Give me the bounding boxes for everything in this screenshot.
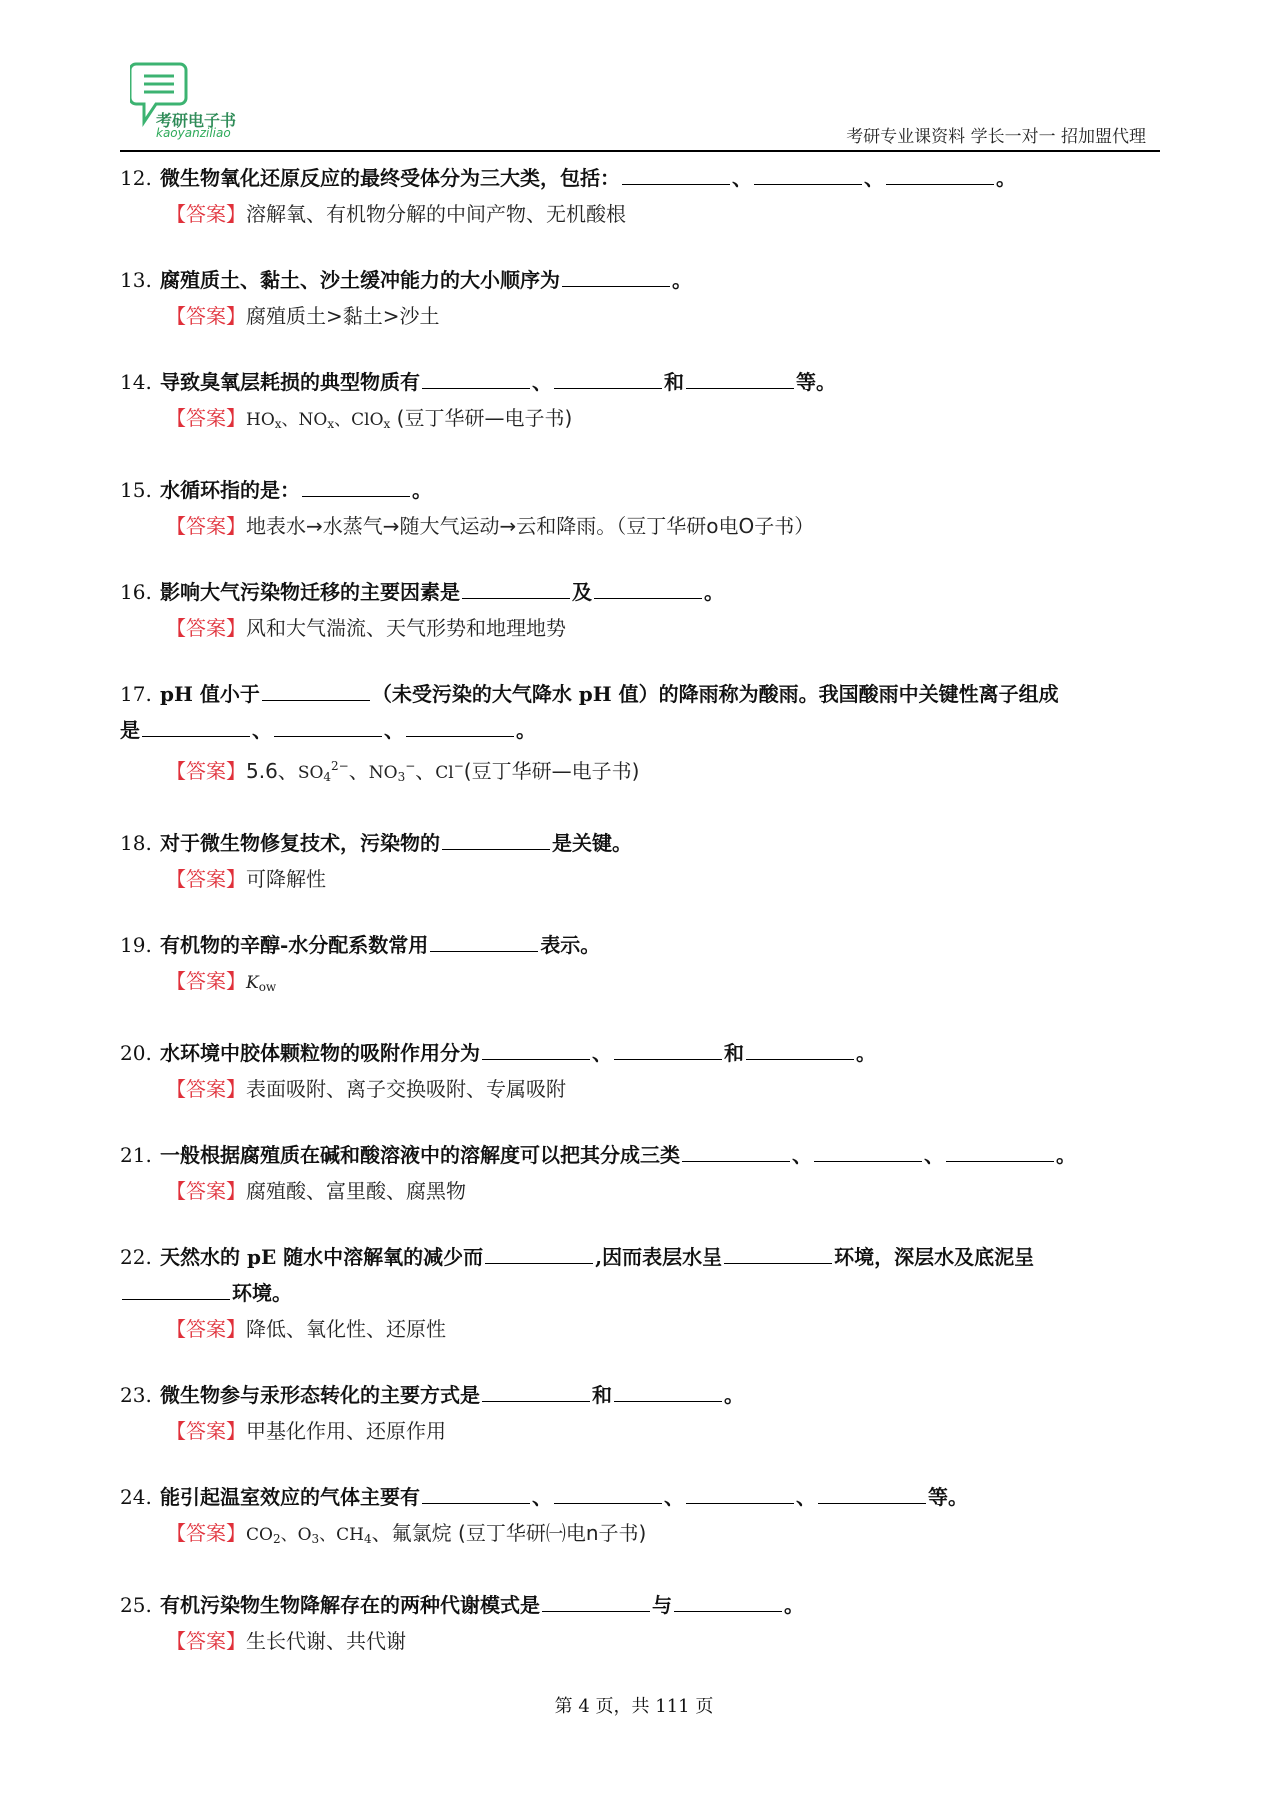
question-text [120,1035,1160,1071]
separator: 、 [792,1143,812,1167]
question-stem: 水环境中胶体颗粒物的吸附作用分为 [160,1041,480,1065]
question-stem: 天然水的 pE 随水中溶解氧的减少而 [160,1245,484,1269]
question-number: 17. [120,682,152,706]
separator: 。 [724,1383,744,1407]
question-text [120,364,1160,400]
subscript: 4 [364,1532,372,1546]
answer-tag: 【答案】 [166,1179,246,1203]
separator: 是关键。 [552,831,632,855]
answer-text: 腐殖质土>黏土>沙土 [246,304,440,328]
separator: 、 [664,1485,684,1509]
answer-blank [674,1589,782,1612]
separator: 、 [924,1143,944,1167]
answer-blank [422,366,530,389]
answer-text: 甲基化作用、还原作用 [246,1419,446,1443]
answer-text: 表面吸附、离子交换吸附、专属吸附 [246,1077,566,1101]
question-23 [120,1377,1160,1449]
question-25 [120,1587,1160,1659]
question-text [120,574,1160,610]
answer-text: HO [246,410,275,430]
separator: 。 [704,580,724,604]
answer-line [120,298,1160,334]
answer-blank [554,366,662,389]
question-text [120,1587,1160,1623]
question-stem: 有机物的辛醇-水分配系数常用 [160,933,429,957]
question-stem: 腐殖质土、黏土、沙土缓冲能力的大小顺序为 [160,268,560,292]
question-stem: 有机污染物生物降解存在的两种代谢模式是 [160,1593,540,1617]
question-text [120,472,1160,508]
answer-blank [406,714,514,737]
answer-line [120,1311,1160,1347]
separator: 、 [796,1485,816,1509]
answer-tag: 【答案】 [166,202,246,226]
answer-line [120,861,1160,897]
question-18 [120,825,1160,897]
subscript: x [383,417,391,431]
subscript: 4 [323,770,332,784]
question-17 [120,676,1160,795]
separator: 、 [732,166,752,190]
answer-line [120,508,1160,544]
question-text [120,1239,1160,1311]
question-stem: ,因而表层水呈 [595,1245,723,1269]
separator: 、 [532,1485,552,1509]
question-stem: 导致臭氧层耗损的典型物质有 [160,370,420,394]
answer-tag: 【答案】 [166,1521,246,1545]
answer-text: CO [246,1525,273,1545]
answer-tag: 【答案】 [166,1317,246,1341]
separator: 、 [864,166,884,190]
separator: 和 [592,1383,612,1407]
question-12 [120,160,1160,232]
answer-text: 降低、氧化性、还原性 [246,1317,446,1341]
answer-text: 溶解氧、有机物分解的中间产物、无机酸根 [246,202,626,226]
answer-blank [946,1139,1054,1162]
answer-text: 生长代谢、共代谢 [246,1629,406,1653]
answer-line [120,1071,1160,1107]
answer-blank [482,1037,590,1060]
subscript: x [327,417,335,431]
logo-subtext: kaoyanziliao [156,126,231,140]
question-16 [120,574,1160,646]
separator: 、 [384,718,404,742]
answer-blank [274,714,382,737]
question-number: 15. [120,478,152,502]
separator: 、 [252,718,272,742]
question-number: 19. [120,933,152,957]
answer-text: SO [297,763,324,783]
answer-line [120,1413,1160,1449]
separator: 。 [1056,1143,1076,1167]
page-footer: 第 4 页，共 111 页 [554,1696,714,1717]
subscript: 3 [311,1532,320,1546]
question-number: 22. [120,1245,152,1269]
answer-tag: 【答案】 [166,304,246,328]
question-text [120,1377,1160,1413]
question-text [120,676,1160,748]
question-15 [120,472,1160,544]
answer-blank [686,366,794,389]
question-stem: 对于微生物修复技术，污染物的 [160,831,440,855]
answer-text: (豆丁华研—电子书) [463,759,640,783]
answer-tag: 【答案】 [166,406,246,430]
superscript: − [405,759,416,773]
question-stem: 微生物参与汞形态转化的主要方式是 [160,1383,480,1407]
answer-text: 风和大气湍流、天气形势和地理地势 [246,616,566,640]
answer-tag: 【答案】 [166,759,246,783]
answer-blank [485,1241,593,1264]
separator: 、 [592,1041,612,1065]
answer-text: 、CH [319,1525,365,1545]
answer-blank [622,162,730,185]
answer-line [120,1515,1160,1557]
separator: 和 [664,370,684,394]
answer-line [120,196,1160,232]
question-stem: 一般根据腐殖质在碱和酸溶液中的溶解度可以把其分成三类 [160,1143,680,1167]
answer-blank [614,1037,722,1060]
answer-tag: 【答案】 [166,616,246,640]
answer-blank [302,474,410,497]
answer-blank [594,576,702,599]
separator: 。 [412,478,432,502]
answer-blank [886,162,994,185]
separator: 表示。 [540,933,601,957]
answer-tag: 【答案】 [166,1419,246,1443]
header-tagline: 考研专业课资料 学长一对一 招加盟代理 [846,127,1146,147]
answer-blank [724,1241,832,1264]
question-stem: （未受污染的大气降水 pH 值）的降雨称为酸雨。我国酸雨中关键性离子组成 [371,682,1059,706]
subscript: 3 [397,770,406,784]
answer-blank [746,1037,854,1060]
answer-blank [122,1277,230,1300]
answer-text: 5.6、 [246,759,298,783]
answer-text: 、氟氯烷 (豆丁华研㈠电n子书) [371,1521,647,1545]
answer-text: 、 [415,759,436,783]
question-stem: 水循环指的是： [160,478,300,502]
question-text [120,1137,1160,1173]
answer-blank [818,1481,926,1504]
question-text [120,1479,1160,1515]
answer-blank [542,1589,650,1612]
answer-tag: 【答案】 [166,1629,246,1653]
answer-text: Cl [435,763,454,783]
question-list [120,160,1160,1659]
question-stem: 能引起温室效应的气体主要有 [160,1485,420,1509]
question-number: 25. [120,1593,152,1617]
answer-text: 地表水→水蒸气→随大气运动→云和降雨。（豆丁华研o电O子书） [246,514,815,538]
separator: 。 [672,268,692,292]
answer-text: NO [368,763,398,783]
answer-blank [482,1379,590,1402]
question-22 [120,1239,1160,1347]
header-divider [120,150,1160,152]
answer-line [120,1623,1160,1659]
question-stem: 微生物氧化还原反应的最终受体分为三大类，包括： [160,166,620,190]
question-13 [120,262,1160,334]
answer-tag: 【答案】 [166,969,246,993]
answer-blank [754,162,862,185]
question-number: 13. [120,268,152,292]
question-number: 18. [120,831,152,855]
subscript: x [274,417,282,431]
separator: 、 [532,370,552,394]
answer-text: K [246,973,259,993]
question-number: 16. [120,580,152,604]
question-text [120,160,1160,196]
separator: 等。 [928,1485,968,1509]
answer-blank [262,678,370,701]
separator: 。 [856,1041,876,1065]
answer-line [120,963,1160,1005]
answer-blank [554,1481,662,1504]
question-19 [120,927,1160,1005]
separator: 等。 [796,370,836,394]
question-stem: pH 值小于 [160,682,260,706]
question-text [120,825,1160,861]
question-number: 21. [120,1143,152,1167]
logo-text: 考研电子书 [156,111,237,130]
separator: 。 [996,166,1016,190]
answer-blank [462,576,570,599]
superscript: − [453,759,464,773]
answer-text: 、ClO [334,410,384,430]
answer-tag: 【答案】 [166,1077,246,1101]
answer-blank [682,1139,790,1162]
question-number: 24. [120,1485,152,1509]
answer-blank [442,827,550,850]
answer-line [120,1173,1160,1209]
question-number: 14. [120,370,152,394]
separator: 和 [724,1041,744,1065]
answer-line [120,748,1160,795]
answer-line [120,610,1160,646]
answer-tag: 【答案】 [166,514,246,538]
separator: 及 [572,580,592,604]
answer-blank [614,1379,722,1402]
question-20 [120,1035,1160,1107]
question-number: 12. [120,166,152,190]
answer-blank [142,714,250,737]
answer-tag: 【答案】 [166,867,246,891]
answer-blank [562,264,670,287]
answer-text: 可降解性 [246,867,326,891]
question-number: 20. [120,1041,152,1065]
question-14 [120,364,1160,442]
page-header [120,58,1160,154]
answer-text: (豆丁华研—电子书) [390,406,573,430]
answer-blank [686,1481,794,1504]
question-text [120,262,1160,298]
question-24 [120,1479,1160,1557]
separator: 是 [120,718,140,742]
answer-text: 、 [348,759,369,783]
answer-blank [814,1139,922,1162]
question-text [120,927,1160,963]
answer-text: 腐殖酸、富里酸、腐黑物 [246,1179,466,1203]
superscript: 2− [331,759,349,773]
question-stem: 环境。 [232,1281,292,1305]
question-stem: 环境，深层水及底泥呈 [834,1245,1035,1269]
answer-text: 、NO [281,410,328,430]
question-number: 23. [120,1383,152,1407]
answer-blank [430,929,538,952]
answer-text: 、O [280,1525,312,1545]
separator: 。 [516,718,536,742]
question-stem: 影响大气污染物迁移的主要因素是 [160,580,460,604]
subscript: 2 [272,1532,281,1546]
question-21 [120,1137,1160,1209]
separator: 。 [784,1593,804,1617]
subscript: ow [258,980,277,994]
answer-line [120,400,1160,442]
answer-blank [422,1481,530,1504]
separator: 与 [652,1593,672,1617]
